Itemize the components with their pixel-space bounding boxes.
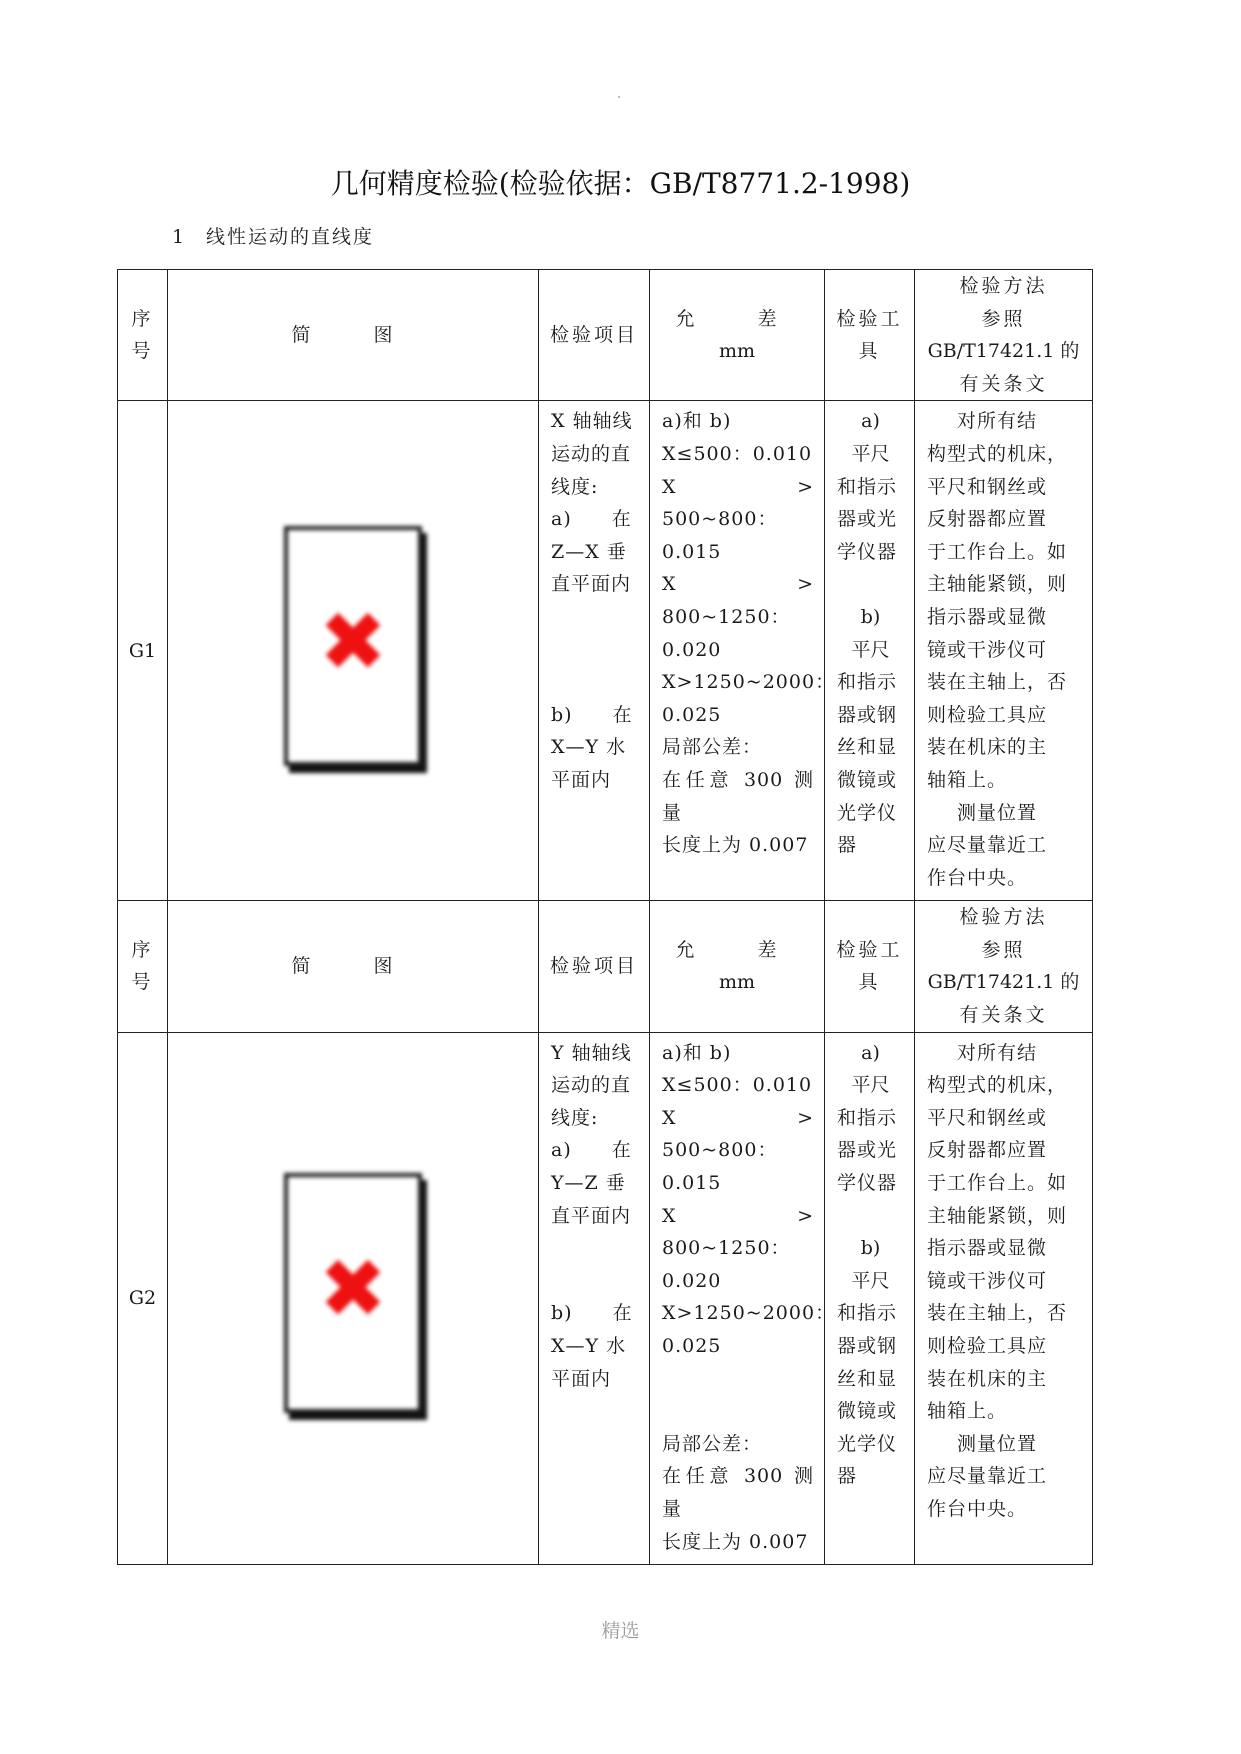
header-seq-line: 号 <box>131 340 154 363</box>
row-seq: G1 <box>118 401 168 901</box>
row-tool-line: 光学仪 <box>837 801 898 824</box>
row-method-line: 平尺和钢丝或 <box>927 475 1048 498</box>
row-method-line: 对所有结 <box>957 410 1038 433</box>
row-method-line: 应尽量靠近工 <box>927 834 1048 857</box>
header-tolerance-line: 允 差 <box>675 307 799 330</box>
row-tool-line: 和指示 <box>837 475 898 498</box>
row-tool-line: 器或钢 <box>837 1335 898 1357</box>
page-title: 几何精度检验(检验依据：GB/T8771.2-1998) <box>330 167 911 200</box>
row-tool-cell <box>825 401 915 901</box>
row-tool-line: a) <box>861 1041 880 1064</box>
header-tool <box>825 901 915 1032</box>
row-tolerance-cell <box>650 1032 836 1565</box>
row-method-line: 主轴能紧锁，则 <box>927 1204 1068 1227</box>
row-method <box>915 1033 1092 1532</box>
row-tool-line <box>837 1200 904 1233</box>
row-item-line: b) 在 <box>551 703 633 726</box>
row-method-line: 指示器或显微 <box>927 605 1048 628</box>
section-heading <box>172 222 374 249</box>
row-method-line: 反射器都应置 <box>927 1139 1048 1162</box>
row-item-line: 运动的直 <box>551 442 632 465</box>
row-tolerance-line: 局部公差： <box>662 1432 763 1455</box>
header-item <box>539 270 650 401</box>
broken-image-icon <box>284 526 422 766</box>
header-sketch-label: 简 图 <box>291 955 415 978</box>
row-tolerance-line: 0.015 <box>662 540 722 563</box>
row-tolerance-line: 0.025 <box>662 703 722 726</box>
row-method-line: 镜或干涉仪可 <box>927 1269 1048 1292</box>
row-method-line: 则检验工具应 <box>927 1335 1048 1357</box>
row-item-line: 线度: <box>551 475 599 498</box>
row-method-line: 镜或干涉仪可 <box>927 638 1048 661</box>
row-tool-line: 学仪器 <box>837 1172 898 1195</box>
header-method <box>915 270 1093 401</box>
row-item-cell <box>539 401 650 901</box>
row-method-line: 装在主轴上，否 <box>927 671 1068 694</box>
row-tool-line <box>837 568 904 601</box>
header-method-line: 有关条文 <box>959 1004 1048 1027</box>
header-method <box>915 901 1093 1032</box>
header-seq-line: 序 <box>131 938 154 961</box>
row-tool-line: 学仪器 <box>837 540 898 563</box>
header-method-line: 参照 <box>981 307 1026 330</box>
row-tolerance-line: 在任意 300 测量 <box>662 768 814 824</box>
broken-image-icon <box>284 1173 422 1413</box>
row-method-cell <box>915 1032 1093 1565</box>
row-tool-line: 器或光 <box>837 508 898 531</box>
row-tool-line: 器 <box>837 834 858 857</box>
row-tolerance-line <box>662 1395 814 1428</box>
header-tolerance <box>650 901 825 1032</box>
header-tool-line: 检验工 <box>836 307 903 330</box>
row-tool-line: 平尺 <box>851 638 890 661</box>
row-tool-cell <box>825 1032 915 1565</box>
row-sketch <box>168 401 539 901</box>
row-tool-line: 和指示 <box>837 1106 898 1129</box>
table-header-row <box>118 901 1093 1032</box>
row-method-line: 于工作台上。如 <box>927 540 1068 563</box>
header-method-line: 有关条文 <box>959 372 1048 395</box>
row-tool-line: 微镜或 <box>837 768 898 791</box>
row-tolerance-line: X>1250~2000： <box>662 1302 836 1325</box>
row-method-line: 作台中央。 <box>927 866 1028 889</box>
header-method-line: 检验方法 <box>959 275 1048 297</box>
footer-watermark: 精选 <box>601 1620 640 1642</box>
row-tool-line: 丝和显 <box>837 1367 898 1390</box>
row-method-line: 则检验工具应 <box>927 703 1048 726</box>
header-tool <box>825 270 915 401</box>
header-seq <box>118 901 168 1032</box>
row-tolerance-line: 0.020 <box>662 638 722 661</box>
inspection-table <box>117 269 1093 1565</box>
red-x-icon: ✖ <box>318 594 388 690</box>
row-tolerance-line: 长度上为 0.007 <box>662 1530 809 1553</box>
row-item-line: 线度: <box>551 1106 599 1129</box>
row-item <box>539 401 649 802</box>
header-seq <box>118 270 168 401</box>
row-item-line <box>551 1232 639 1265</box>
row-method-line: 作台中央。 <box>927 1497 1028 1520</box>
row-item-line: 直平面内 <box>551 573 632 596</box>
header-sketch <box>168 270 539 401</box>
row-tolerance-line: a)和 b) <box>662 410 732 433</box>
row-method-line: 轴箱上。 <box>927 1400 1008 1423</box>
row-method-cell <box>915 401 1093 901</box>
table-row <box>118 401 1093 901</box>
row-item-line: a) 在 <box>551 508 632 531</box>
row-item-line: b) 在 <box>551 1302 633 1325</box>
header-method-line: GB/T17421.1 的 <box>927 971 1080 994</box>
row-tool <box>825 401 914 867</box>
row-method-line: 构型式的机床， <box>927 1074 1068 1097</box>
row-tolerance-line: X > 500~800： <box>662 475 814 531</box>
row-method-line: 应尽量靠近工 <box>927 1465 1048 1488</box>
header-item <box>539 901 650 1032</box>
header-tolerance <box>650 270 825 401</box>
row-item-line: 直平面内 <box>551 1204 632 1227</box>
row-item-line: X—Y 水 <box>551 736 627 759</box>
row-method-line: 指示器或显微 <box>927 1237 1048 1260</box>
row-sketch <box>168 1032 539 1565</box>
row-item-line: Z—X 垂 <box>551 540 627 563</box>
row-tolerance-line: X > 800~1250： <box>662 573 814 628</box>
row-method-line: 对所有结 <box>957 1041 1038 1064</box>
row-method-line: 构型式的机床， <box>927 442 1068 465</box>
row-item-line: 平面内 <box>551 768 612 791</box>
row-tool-line: 器或光 <box>837 1139 898 1162</box>
header-tolerance-line: 允 差 <box>675 938 799 961</box>
row-tool <box>825 1033 914 1499</box>
row-tolerance <box>650 1033 836 1565</box>
row-item-cell <box>539 1032 650 1565</box>
row-method-line: 平尺和钢丝或 <box>927 1106 1048 1129</box>
row-item-line: Y—Z 垂 <box>551 1172 626 1195</box>
row-tolerance-line: 在任意 300 测量 <box>662 1465 814 1520</box>
table-row <box>118 1032 1093 1565</box>
row-tolerance-line: a)和 b) <box>662 1041 732 1064</box>
row-tolerance-line: X > 500~800： <box>662 1106 814 1162</box>
row-tolerance-cell <box>650 401 836 901</box>
row-tolerance-line: 0.020 <box>662 1269 722 1292</box>
row-item-line <box>551 601 639 634</box>
header-method-line: 参照 <box>981 938 1026 961</box>
row-method-line: 装在机床的主 <box>927 736 1048 759</box>
row-tool-line: 和指示 <box>837 671 898 694</box>
row-item-line <box>551 634 639 667</box>
row-tool-line: 器或钢 <box>837 703 898 726</box>
row-tolerance <box>650 401 836 867</box>
row-method-line: 测量位置 <box>957 1432 1038 1455</box>
header-tool-line: 具 <box>858 340 881 363</box>
row-method <box>915 401 1092 900</box>
row-method-line: 轴箱上。 <box>927 768 1008 791</box>
header-tolerance-line: mm <box>718 340 756 363</box>
row-tool-line: 器 <box>837 1465 858 1488</box>
row-method-line: 测量位置 <box>957 801 1038 824</box>
row-tool-line: 微镜或 <box>837 1400 898 1423</box>
row-tool-line: 平尺 <box>851 1269 890 1292</box>
row-tool-line: 平尺 <box>851 1074 890 1097</box>
header-item-label: 检验项目 <box>549 955 638 978</box>
header-tolerance-line: mm <box>718 971 756 994</box>
row-tool-line: 光学仪 <box>837 1432 898 1455</box>
header-tool-line: 具 <box>858 971 881 994</box>
row-item-line: X—Y 水 <box>551 1335 627 1357</box>
row-tolerance-line: 长度上为 0.007 <box>662 834 809 857</box>
header-sketch <box>168 901 539 1032</box>
section-label: 线性运动的直线度 <box>206 226 375 248</box>
page-marker-dot <box>618 96 620 98</box>
row-method-line: 主轴能紧锁，则 <box>927 573 1068 596</box>
row-item-line <box>551 666 639 699</box>
row-tolerance-line <box>662 1363 814 1396</box>
row-tool-line: a) <box>861 410 880 433</box>
row-tolerance-line: 0.015 <box>662 1172 722 1195</box>
header-method-line: GB/T17421.1 的 <box>927 340 1080 363</box>
row-method-line: 装在主轴上，否 <box>927 1302 1068 1325</box>
row-tool-line: b) <box>860 1237 881 1260</box>
row-item-line: Y 轴轴线 <box>551 1041 632 1064</box>
row-tolerance-line: 局部公差： <box>662 736 763 759</box>
header-sketch-label: 简 图 <box>291 323 415 346</box>
row-tool-line: b) <box>860 605 881 628</box>
row-tool-line: 平尺 <box>851 442 890 465</box>
row-tolerance-line: X≤500：0.010 <box>662 442 813 465</box>
row-item-line: 运动的直 <box>551 1074 632 1097</box>
row-tolerance-line: X>1250~2000： <box>662 671 836 694</box>
header-tool-line: 检验工 <box>836 938 903 961</box>
row-tolerance-line: X > 800~1250： <box>662 1204 814 1260</box>
header-seq-line: 序 <box>131 307 154 330</box>
row-method-line: 装在机床的主 <box>927 1367 1048 1390</box>
row-method-line: 于工作台上。如 <box>927 1172 1068 1195</box>
table-header-row <box>118 270 1093 401</box>
row-item-line: X 轴轴线 <box>551 410 633 433</box>
row-item-line <box>551 1265 639 1298</box>
header-seq-line: 号 <box>131 971 154 994</box>
row-seq: G2 <box>118 1032 168 1565</box>
row-tool-line: 和指示 <box>837 1302 898 1325</box>
header-method-line: 检验方法 <box>959 906 1048 929</box>
section-number: 1 <box>172 226 185 248</box>
row-method-line: 反射器都应置 <box>927 508 1048 531</box>
row-item <box>539 1033 649 1402</box>
header-item-label: 检验项目 <box>549 323 638 346</box>
row-item-line: a) 在 <box>551 1139 632 1162</box>
row-item-line: 平面内 <box>551 1367 612 1390</box>
red-x-icon: ✖ <box>318 1242 388 1338</box>
row-tool-line: 丝和显 <box>837 736 898 759</box>
row-tolerance-line: 0.025 <box>662 1335 722 1357</box>
row-tolerance-line: X≤500：0.010 <box>662 1074 813 1097</box>
